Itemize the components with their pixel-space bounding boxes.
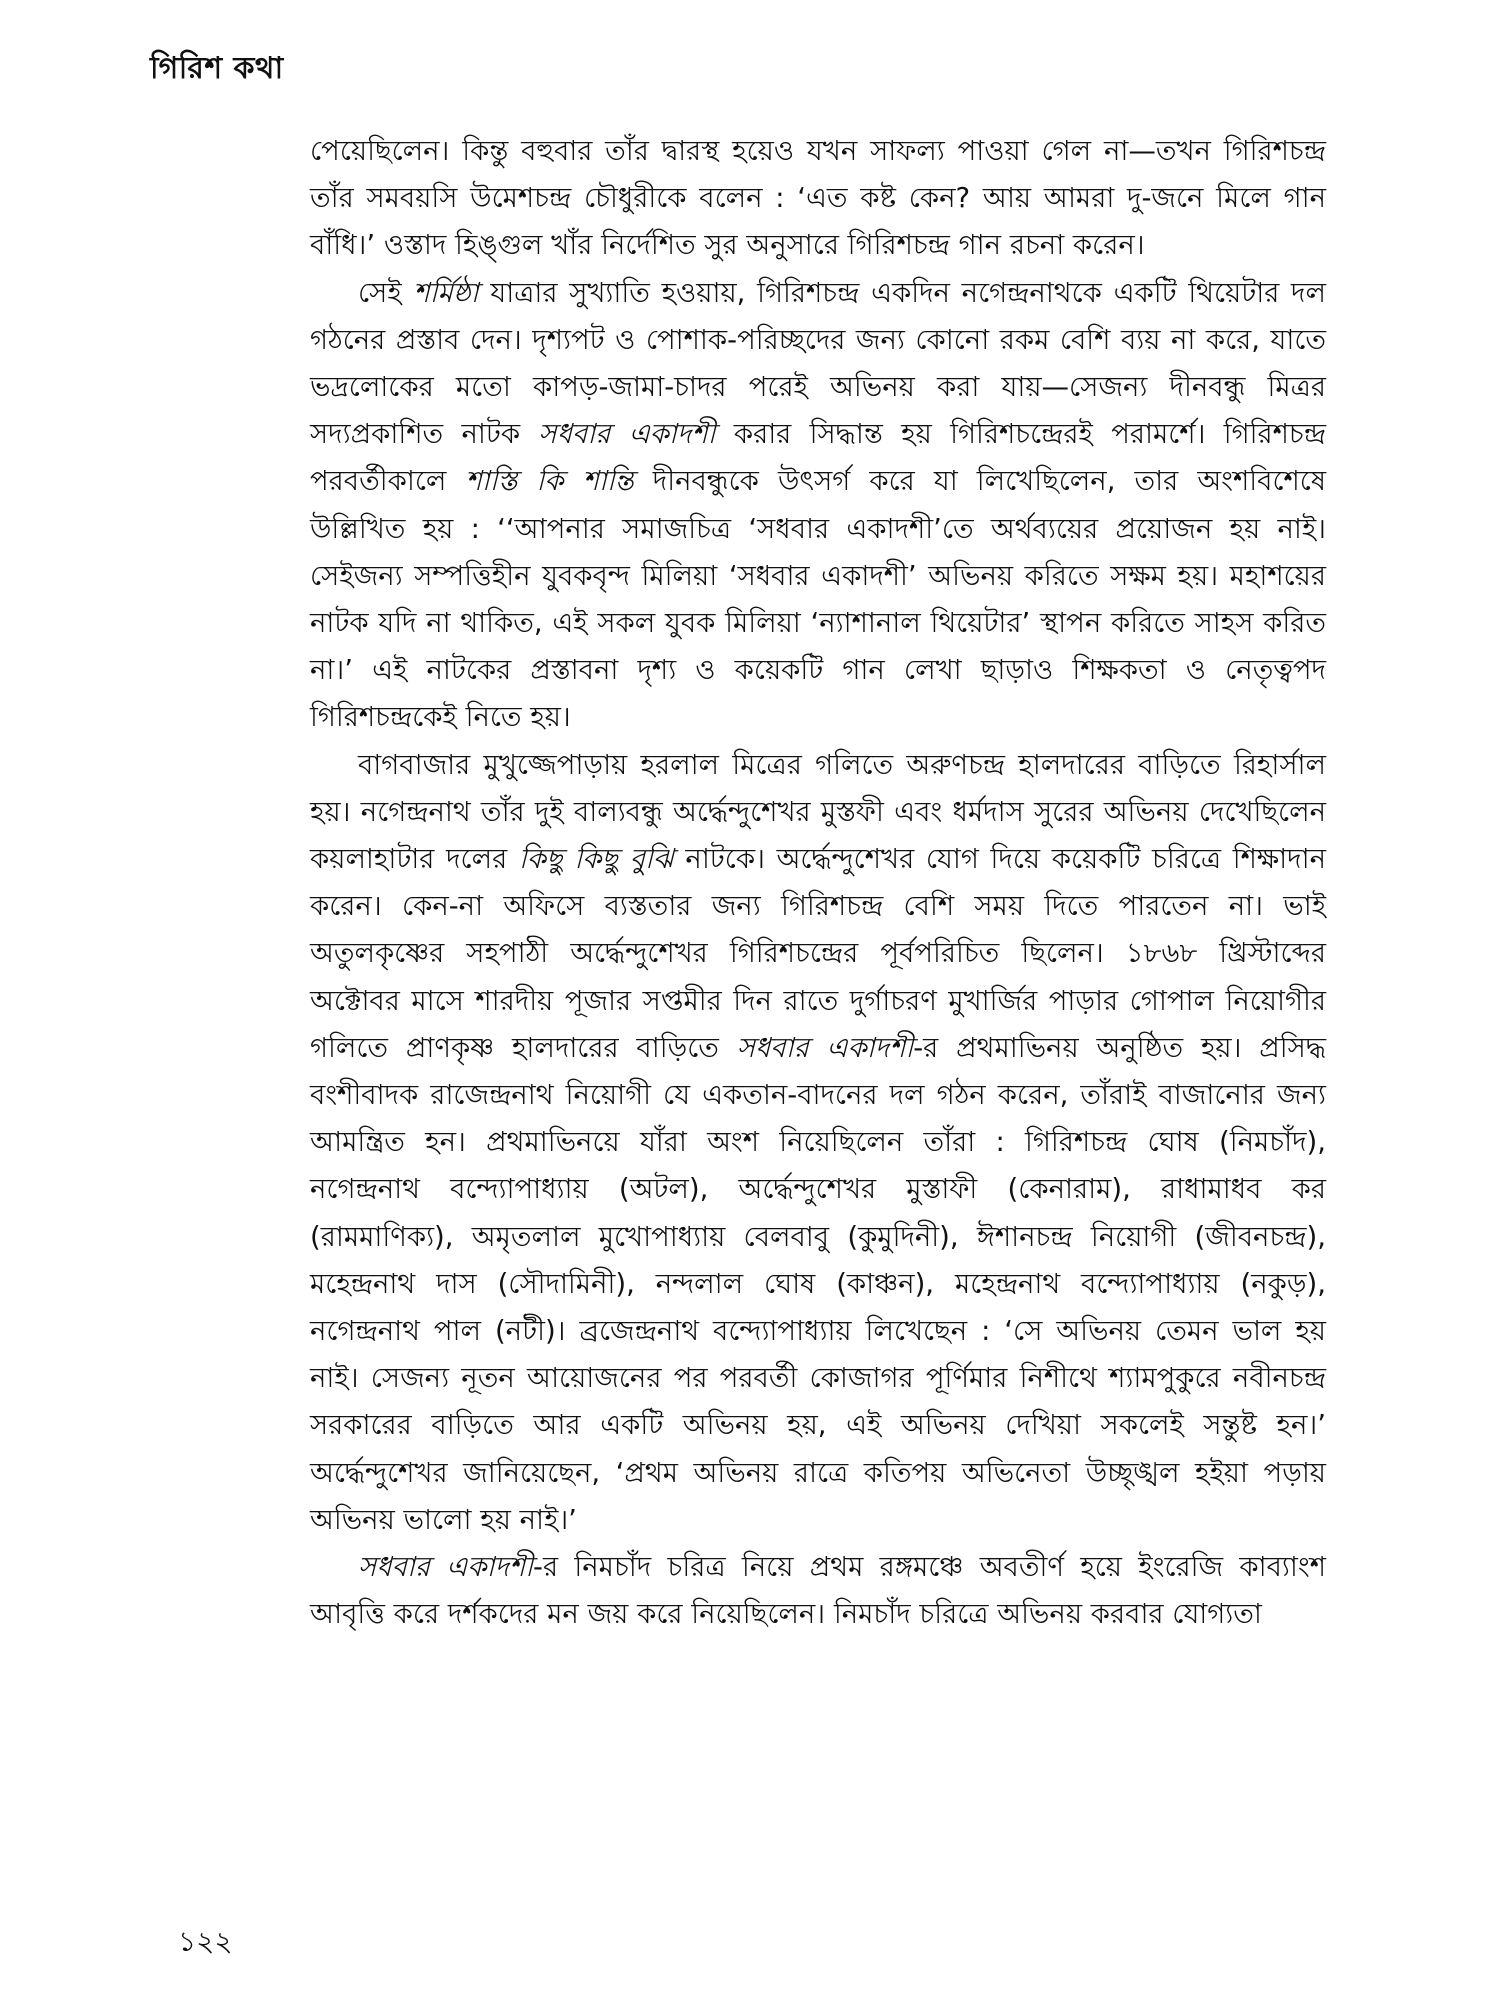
- text-run: -র প্রথমাভিনয় অনুষ্ঠিত হয়। প্রসিদ্ধ বংশীবাদক রাজেন্দ্রনাথ নিয়োগী যে একতান-বাদনের দল গঠন করেন, তাঁরাই বাজানোর জন্য আমন্ত্রিত হন। প্রথমাভিনয়ে যাঁরা অংশ নিয়েছিলেন তাঁরা : গিরিশচন্দ্র ঘোষ (নিমচাঁদ), নগেন্দ্রনাথ বন্দ্যোপাধ্যায় (অটল), অর্দ্ধেন্দুশেখর মুস্তাফী (কেনারাম), রাধামাধব কর (রামমাণিক্য), অমৃতলাল মুখোপাধ্যায় বেলবাবু (কুমুদিনী), ঈশানচন্দ্র নিয়োগী (জীবনচন্দ্র), মহেন্দ্রনাথ দাস (সৌদামিনী), নন্দলাল ঘোষ (কাঞ্চন), মহেন্দ্রনাথ বন্দ্যোপাধ্যায় (নকুড়), নগেন্দ্রনাথ পাল (নটী)। ব্রজেন্দ্রনাথ বন্দ্যোপাধ্যায় লিখেছেন : ‘সে অভিনয় তেমন ভাল হয় নাই। সেজন্য নূতন আয়োজনের পর পরবর্তী কোজাগর পূর্ণিমার নিশীথে শ্যামপুকুরে নবীনচন্দ্র সরকারের বাড়িতে আর একটি অভিনয় হয়, এই অভিনয় দেখিয়া সকলেই সন্তুষ্ট হন।’ অর্দ্ধেন্দুশেখর জানিয়েছেন, ‘প্রথম অভিনয় রাত্রে কতিপয় অভিনেতা উচ্ছৃঙ্খল হইয়া পড়ায় অভিনয় ভালো হয় নাই।’: [310, 1031, 1326, 1536]
- text-run: দীনবন্ধুকে উৎসর্গ করে যা লিখেছিলেন, তার অংশবিশেষে উল্লিখিত হয় : ‘‘আপনার সমাজচিত্র ‘সধবার একাদশী’তে অর্থব্যয়ের প্রয়োজন হয় নাই। সেইজন্য সম্পত্তিহীন যুবকবৃন্দ মিলিয়া ‘সধবার একাদশী’ অভিনয় করিতে সক্ষম হয়। মহাশয়ের নাটক যদি না থাকিত, এই সকল যুবক মিলিয়া ‘ন্যাশানাল থিয়েটার’ স্থাপন করিতে সাহস করিত না।’ এই নাটকের প্রস্তাবনা দৃশ্য ও কয়েকটি গান লেখা ছাড়াও শিক্ষকতা ও নেতৃত্বপদ গিরিশচন্দ্রকেই নিতে হয়।: [310, 465, 1326, 734]
- text-run: নাটকে। অর্দ্ধেন্দুশেখর যোগ দিয়ে কয়েকটি চরিত্রে শিক্ষাদান করেন। কেন-না অফিসে ব্যস্ততার জন্য গিরিশচন্দ্র বেশি সময় দিতে পারতেন না। ভাই অতুলকৃষ্ণের সহপাঠী অর্দ্ধেন্দুশেখর গিরিশচন্দ্রের পূর্বপরিচিত ছিলেন। ১৮৬৮ খ্রিস্টাব্দের অক্টোবর মাসে শারদীয় পূজার সপ্তমীর দিন রাতে দুর্গাচরণ মুখার্জির পাড়ার গোপাল নিয়োগীর গলিতে প্রাণকৃষ্ণ হালদারের বাড়িতে: [310, 843, 1326, 1064]
- paragraph: [310, 270, 1326, 742]
- text-run: -র নিমচাঁদ চরিত্র নিয়ে প্রথম রঙ্গমঞ্চে অবতীর্ণ হয়ে ইংরেজি কাব্যাংশ আবৃত্তি করে দর্শকদের মন জয় করে নিয়েছিলেন। নিমচাঁদ চরিত্রে অভিনয় করবার যোগ্যতা: [310, 1551, 1326, 1631]
- page-number: ১২২: [178, 1925, 233, 1958]
- text-run: বাগবাজার মুখুজ্জেপাড়ায় হরলাল মিত্রের গলিতে অরুণচন্দ্র হালদারের বাড়িতে রিহার্সাল হয়। নগেন্দ্রনাথ তাঁর দুই বাল্যবন্ধু অর্দ্ধেন্দুশেখর মুস্তফী এবং ধর্মদাস সুরের অভিনয় দেখেছিলেন কয়লাহাটার দলের: [310, 748, 1326, 876]
- text-run: করার সিদ্ধান্ত হয় গিরিশচন্দ্রেরই পরামর্শে। গিরিশচন্দ্র পরবর্তীকালে: [310, 418, 1326, 498]
- paragraph: [310, 1544, 1326, 1638]
- paragraph: [310, 742, 1326, 1544]
- italic-title: সধবার একাদশী: [736, 1031, 914, 1064]
- italic-title: সধবার একাদশী: [538, 418, 716, 451]
- italic-title: শর্মিষ্ঠা: [413, 276, 479, 309]
- body-text: [310, 128, 1326, 1639]
- text-run: পেয়েছিলেন। কিন্তু বহুবার তাঁর দ্বারস্থ হয়েও যখন সাফল্য পাওয়া গেল না—তখন গিরিশচন্দ্র তাঁর সমবয়সি উমেশচন্দ্র চৌধুরীকে বলেন : ‘এত কষ্ট কেন? আয় আমরা দু-জনে মিলে গান বাঁধি।’ ওস্তাদ হিঙ্গুল খাঁর নির্দেশিত সুর অনুসারে গিরিশচন্দ্র গান রচনা করেন।: [310, 135, 1326, 262]
- italic-title: শাস্তি কি শান্তি: [465, 465, 634, 498]
- italic-title: সধবার একাদশী: [358, 1551, 534, 1584]
- running-head: গিরিশ কথা: [150, 51, 284, 86]
- text-run: যাত্রার সুখ্যাতি হওয়ায়, গিরিশচন্দ্র একদিন নগেন্দ্রনাথকে একটি থিয়েটার দল গঠনের প্রস্তাব দেন। দৃশ্যপট ও পোশাক-পরিচ্ছদের জন্য কোনো রকম বেশি ব্যয় না করে, যাতে ভদ্রলোকের মতো কাপড়-জামা-চাদর পরেই অভিনয় করা যায়—সেজন্য দীনবন্ধু মিত্রর সদ্যপ্রকাশিত নাটক: [310, 276, 1326, 451]
- italic-title: কিছু কিছু বুঝি: [518, 843, 674, 876]
- paragraph: [310, 128, 1326, 270]
- text-run: সেই: [358, 276, 414, 309]
